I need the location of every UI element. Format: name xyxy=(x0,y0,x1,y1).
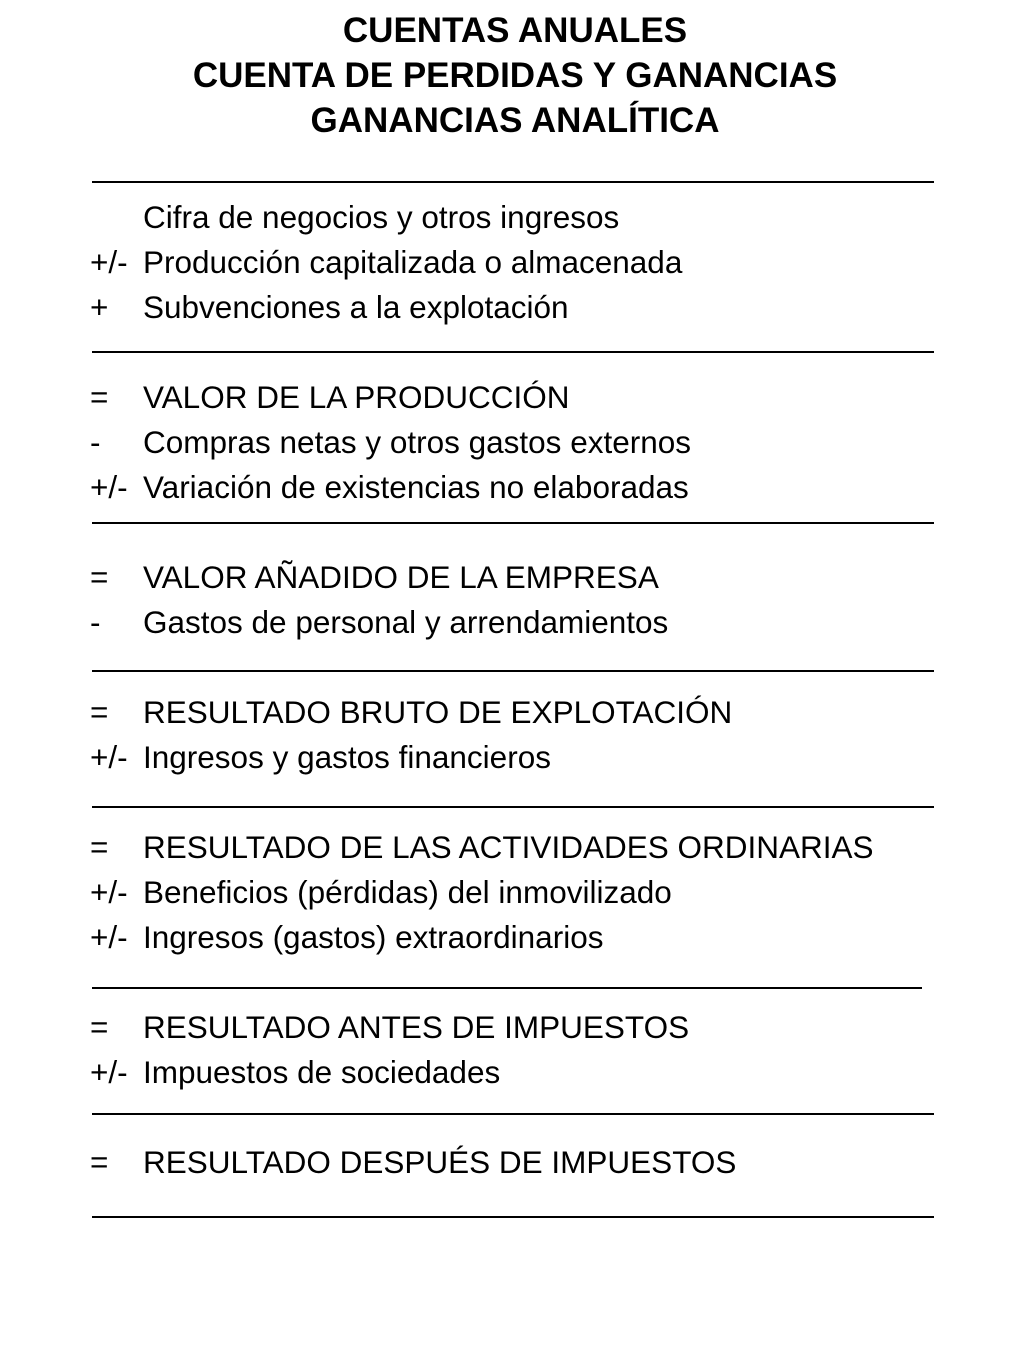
operator-sign: + xyxy=(90,289,109,325)
line-label: Subvenciones a la explotación xyxy=(143,289,569,325)
rule-after-section-2 xyxy=(92,522,934,524)
operator-sign: +/- xyxy=(90,244,128,280)
operator-sign: = xyxy=(90,1144,109,1180)
line-label: Cifra de negocios y otros ingresos xyxy=(143,199,620,235)
line-label: Beneficios (pérdidas) del inmovilizado xyxy=(143,874,672,910)
title-line-2: CUENTA DE PERDIDAS Y GANANCIAS xyxy=(192,56,838,95)
operator-sign: +/- xyxy=(90,469,128,505)
rule-after-section-6 xyxy=(92,1113,934,1115)
operator-sign: = xyxy=(90,694,109,730)
operator-sign: = xyxy=(90,829,109,865)
rule-after-section-3 xyxy=(92,670,934,672)
line-label: RESULTADO DESPUÉS DE IMPUESTOS xyxy=(143,1144,737,1180)
line-label: RESULTADO BRUTO DE EXPLOTACIÓN xyxy=(143,694,733,730)
rule-bottom xyxy=(92,1216,934,1218)
line-label: VALOR DE LA PRODUCCIÓN xyxy=(143,379,570,415)
line-label: Variación de existencias no elaboradas xyxy=(143,469,689,505)
line-label: RESULTADO DE LAS ACTIVIDADES ORDINARIAS xyxy=(143,829,874,865)
line-label: Ingresos y gastos financieros xyxy=(143,739,551,775)
line-label: RESULTADO ANTES DE IMPUESTOS xyxy=(143,1009,690,1045)
line-label: Compras netas y otros gastos externos xyxy=(143,424,692,460)
operator-sign: +/- xyxy=(90,874,128,910)
operator-sign: +/- xyxy=(90,739,128,775)
title-line-1: CUENTAS ANUALES xyxy=(342,11,688,50)
line-label: Ingresos (gastos) extraordinarios xyxy=(143,919,604,955)
operator-sign: - xyxy=(90,424,101,460)
rule-top xyxy=(92,181,934,183)
operator-sign: +/- xyxy=(90,919,128,955)
line-label: Producción capitalizada o almacenada xyxy=(143,244,683,280)
line-label: Gastos de personal y arrendamientos xyxy=(143,604,669,640)
document-title xyxy=(0,8,1024,143)
rule-after-section-5 xyxy=(92,987,922,989)
operator-sign: - xyxy=(90,604,101,640)
rule-after-section-4 xyxy=(92,806,934,808)
operator-sign: = xyxy=(90,559,109,595)
operator-sign: = xyxy=(90,379,109,415)
rule-after-section-1 xyxy=(92,351,934,353)
operator-sign: +/- xyxy=(90,1054,128,1090)
line-label: VALOR AÑADIDO DE LA EMPRESA xyxy=(143,559,659,595)
title-line-3: GANANCIAS ANALÍTICA xyxy=(310,101,720,140)
line-label: Impuestos de sociedades xyxy=(143,1054,501,1090)
operator-sign: = xyxy=(90,1009,109,1045)
